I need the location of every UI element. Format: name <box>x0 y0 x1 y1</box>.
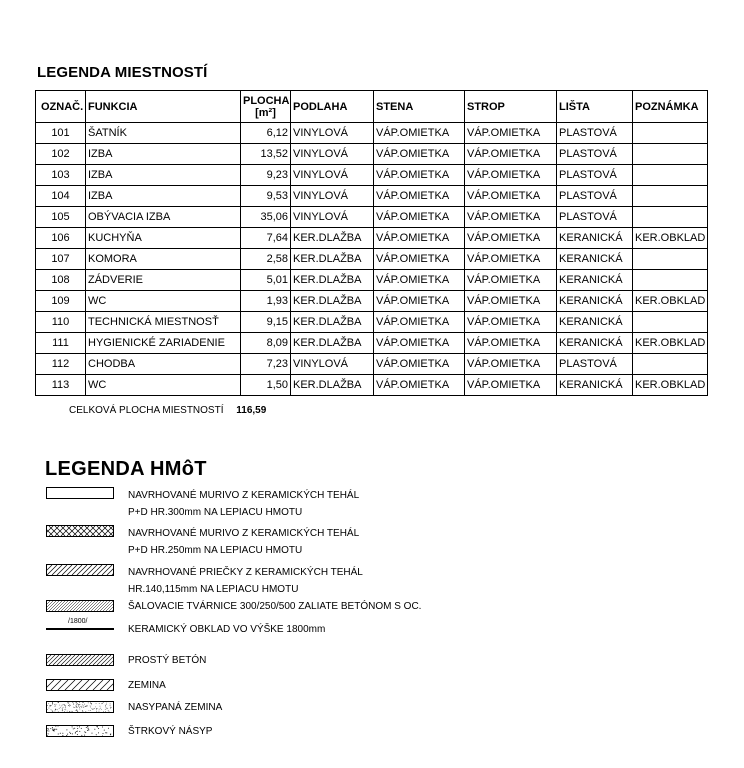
room-area: 13,52 <box>241 144 291 165</box>
room-floor: KER.DLAŽBA <box>291 228 374 249</box>
room-wall: VÁP.OMIETKA <box>374 354 465 375</box>
room-wall: VÁP.OMIETKA <box>374 228 465 249</box>
dots-hatch-swatch <box>46 701 114 713</box>
room-function: IZBA <box>86 165 241 186</box>
room-note <box>633 123 708 144</box>
room-area: 1,50 <box>241 375 291 396</box>
header-wall: STENA <box>374 91 465 123</box>
room-wall: VÁP.OMIETKA <box>374 144 465 165</box>
tile-height-marker: /1800/ <box>68 618 88 625</box>
room-id: 104 <box>36 186 86 207</box>
room-id: 113 <box>36 375 86 396</box>
room-area: 35,06 <box>241 207 291 228</box>
material-description-line: PROSTÝ BETÓN <box>128 655 207 666</box>
room-area: 7,64 <box>241 228 291 249</box>
total-area-value: 116,59 <box>236 405 267 416</box>
material-description <box>128 598 421 615</box>
room-id: 108 <box>36 270 86 291</box>
room-ceiling: VÁP.OMIETKA <box>465 207 557 228</box>
room-note <box>633 354 708 375</box>
room-wall: VÁP.OMIETKA <box>374 375 465 396</box>
header-floor: PODLAHA <box>291 91 374 123</box>
material-description <box>128 621 325 638</box>
room-skirting: PLASTOVÁ <box>557 123 633 144</box>
room-area: 8,09 <box>241 333 291 354</box>
header-function: FUNKCIA <box>86 91 241 123</box>
total-area <box>69 405 266 416</box>
room-function: ŠATNÍK <box>86 123 241 144</box>
room-ceiling: VÁP.OMIETKA <box>465 270 557 291</box>
soil-hatch-swatch <box>46 679 114 691</box>
rooms-legend-title: LEGENDA MIESTNOSTÍ <box>37 64 208 81</box>
table-row <box>36 312 708 333</box>
crosshatch-hatch-swatch <box>46 525 114 537</box>
room-skirting: KERANICKÁ <box>557 333 633 354</box>
room-wall: VÁP.OMIETKA <box>374 165 465 186</box>
room-skirting: PLASTOVÁ <box>557 186 633 207</box>
room-id: 106 <box>36 228 86 249</box>
room-function: HYGIENICKÉ ZARIADENIE <box>86 333 241 354</box>
room-id: 112 <box>36 354 86 375</box>
tile-line <box>46 628 114 630</box>
room-skirting: KERANICKÁ <box>557 249 633 270</box>
table-header-row <box>36 91 708 123</box>
rooms-table-body <box>36 123 708 396</box>
diagonal-hatch-swatch <box>46 564 114 576</box>
room-skirting: PLASTOVÁ <box>557 354 633 375</box>
material-description <box>128 487 359 521</box>
room-floor: KER.DLAŽBA <box>291 333 374 354</box>
room-skirting: KERANICKÁ <box>557 291 633 312</box>
room-floor: VINYLOVÁ <box>291 144 374 165</box>
room-wall: VÁP.OMIETKA <box>374 270 465 291</box>
table-row <box>36 333 708 354</box>
room-ceiling: VÁP.OMIETKA <box>465 249 557 270</box>
blank-hatch-swatch <box>46 487 114 499</box>
room-note <box>633 270 708 291</box>
room-wall: VÁP.OMIETKA <box>374 207 465 228</box>
room-note <box>633 249 708 270</box>
room-note <box>633 165 708 186</box>
room-note <box>633 312 708 333</box>
material-description <box>128 525 359 559</box>
room-floor: KER.DLAŽBA <box>291 312 374 333</box>
room-skirting: PLASTOVÁ <box>557 144 633 165</box>
header-skirting: LIŠTA <box>557 91 633 123</box>
room-skirting: KERANICKÁ <box>557 270 633 291</box>
room-ceiling: VÁP.OMIETKA <box>465 228 557 249</box>
table-row <box>36 249 708 270</box>
room-skirting: PLASTOVÁ <box>557 207 633 228</box>
material-description-line: HR.140,115mm NA LEPIACU HMOTU <box>128 584 299 595</box>
table-row <box>36 165 708 186</box>
room-function: IZBA <box>86 144 241 165</box>
material-description <box>128 677 166 694</box>
rooms-table <box>35 90 708 396</box>
room-note <box>633 144 708 165</box>
material-description-line: P+D HR.250mm NA LEPIACU HMOTU <box>128 545 303 556</box>
room-floor: VINYLOVÁ <box>291 165 374 186</box>
table-row <box>36 354 708 375</box>
table-row <box>36 228 708 249</box>
room-area: 9,15 <box>241 312 291 333</box>
concrete-hatch-swatch <box>46 654 114 666</box>
room-ceiling: VÁP.OMIETKA <box>465 291 557 312</box>
room-area: 7,23 <box>241 354 291 375</box>
room-floor: VINYLOVÁ <box>291 207 374 228</box>
material-description-line: KERAMICKÝ OBKLAD VO VÝŠKE 1800mm <box>128 624 326 635</box>
room-floor: KER.DLAŽBA <box>291 375 374 396</box>
room-floor: VINYLOVÁ <box>291 354 374 375</box>
gravel-hatch-swatch <box>46 725 114 737</box>
room-ceiling: VÁP.OMIETKA <box>465 186 557 207</box>
material-description-line: NAVRHOVANÉ MURIVO Z KERAMICKÝCH TEHÁL <box>128 528 360 539</box>
table-row <box>36 144 708 165</box>
header-area-line1: PLOCHA <box>243 94 290 107</box>
room-function: WC <box>86 291 241 312</box>
material-description <box>128 723 212 740</box>
room-wall: VÁP.OMIETKA <box>374 123 465 144</box>
room-area: 2,58 <box>241 249 291 270</box>
room-wall: VÁP.OMIETKA <box>374 186 465 207</box>
material-description <box>128 699 222 716</box>
material-description-line: NASYPANÁ ZEMINA <box>128 702 223 713</box>
room-note: KER.OBKLAD <box>633 375 708 396</box>
table-row <box>36 123 708 144</box>
room-function: CHODBA <box>86 354 241 375</box>
room-area: 1,93 <box>241 291 291 312</box>
room-function: KOMORA <box>86 249 241 270</box>
room-id: 107 <box>36 249 86 270</box>
room-ceiling: VÁP.OMIETKA <box>465 312 557 333</box>
room-id: 103 <box>36 165 86 186</box>
dense-diagonal-hatch-swatch <box>46 600 114 612</box>
room-wall: VÁP.OMIETKA <box>374 312 465 333</box>
room-ceiling: VÁP.OMIETKA <box>465 333 557 354</box>
room-floor: KER.DLAŽBA <box>291 270 374 291</box>
room-id: 111 <box>36 333 86 354</box>
room-id: 110 <box>36 312 86 333</box>
room-wall: VÁP.OMIETKA <box>374 249 465 270</box>
room-note: KER.OBKLAD <box>633 333 708 354</box>
room-skirting: KERANICKÁ <box>557 375 633 396</box>
header-note: POZNÁMKA <box>633 91 708 123</box>
room-function: WC <box>86 375 241 396</box>
material-description-line: NAVRHOVANÉ MURIVO Z KERAMICKÝCH TEHÁL <box>128 490 360 501</box>
table-row <box>36 375 708 396</box>
room-ceiling: VÁP.OMIETKA <box>465 375 557 396</box>
header-area-line2: [m²] <box>255 106 276 119</box>
room-floor: KER.DLAŽBA <box>291 291 374 312</box>
tile-line-swatch <box>46 618 114 633</box>
room-function: TECHNICKÁ MIESTNOSŤ <box>86 312 241 333</box>
room-function: IZBA <box>86 186 241 207</box>
header-id: OZNAČ. <box>36 91 86 123</box>
table-row <box>36 270 708 291</box>
material-description-line: P+D HR.300mm NA LEPIACU HMOTU <box>128 507 303 518</box>
room-area: 5,01 <box>241 270 291 291</box>
room-note <box>633 207 708 228</box>
room-area: 6,12 <box>241 123 291 144</box>
room-floor: KER.DLAŽBA <box>291 249 374 270</box>
room-ceiling: VÁP.OMIETKA <box>465 144 557 165</box>
table-row <box>36 207 708 228</box>
room-id: 101 <box>36 123 86 144</box>
room-ceiling: VÁP.OMIETKA <box>465 123 557 144</box>
room-function: KUCHYŇA <box>86 228 241 249</box>
room-floor: VINYLOVÁ <box>291 123 374 144</box>
total-area-label: CELKOVÁ PLOCHA MIESTNOSTÍ <box>69 405 224 416</box>
room-id: 102 <box>36 144 86 165</box>
room-skirting: KERANICKÁ <box>557 312 633 333</box>
material-description-line: NAVRHOVANÉ PRIEČKY Z KERAMICKÝCH TEHÁL <box>128 567 363 578</box>
room-ceiling: VÁP.OMIETKA <box>465 354 557 375</box>
room-id: 109 <box>36 291 86 312</box>
material-description-line: ZEMINA <box>128 680 166 691</box>
room-skirting: PLASTOVÁ <box>557 165 633 186</box>
room-function: ZÁDVERIE <box>86 270 241 291</box>
room-note: KER.OBKLAD <box>633 228 708 249</box>
header-area <box>241 91 291 123</box>
room-wall: VÁP.OMIETKA <box>374 333 465 354</box>
room-note <box>633 186 708 207</box>
material-description-line: ŠALOVACIE TVÁRNICE 300/250/500 ZALIATE BETÓNOM S OC. <box>128 601 422 612</box>
room-area: 9,53 <box>241 186 291 207</box>
room-function: OBÝVACIA IZBA <box>86 207 241 228</box>
room-floor: VINYLOVÁ <box>291 186 374 207</box>
room-id: 105 <box>36 207 86 228</box>
materials-legend-title: LEGENDA HMôT <box>45 458 207 480</box>
room-skirting: KERANICKÁ <box>557 228 633 249</box>
table-row <box>36 291 708 312</box>
room-wall: VÁP.OMIETKA <box>374 291 465 312</box>
material-description-line: ŠTRKOVÝ NÁSYP <box>128 726 213 737</box>
material-description <box>128 564 363 598</box>
room-note: KER.OBKLAD <box>633 291 708 312</box>
table-row <box>36 186 708 207</box>
header-ceiling: STROP <box>465 91 557 123</box>
material-description <box>128 652 206 669</box>
room-area: 9,23 <box>241 165 291 186</box>
room-ceiling: VÁP.OMIETKA <box>465 165 557 186</box>
